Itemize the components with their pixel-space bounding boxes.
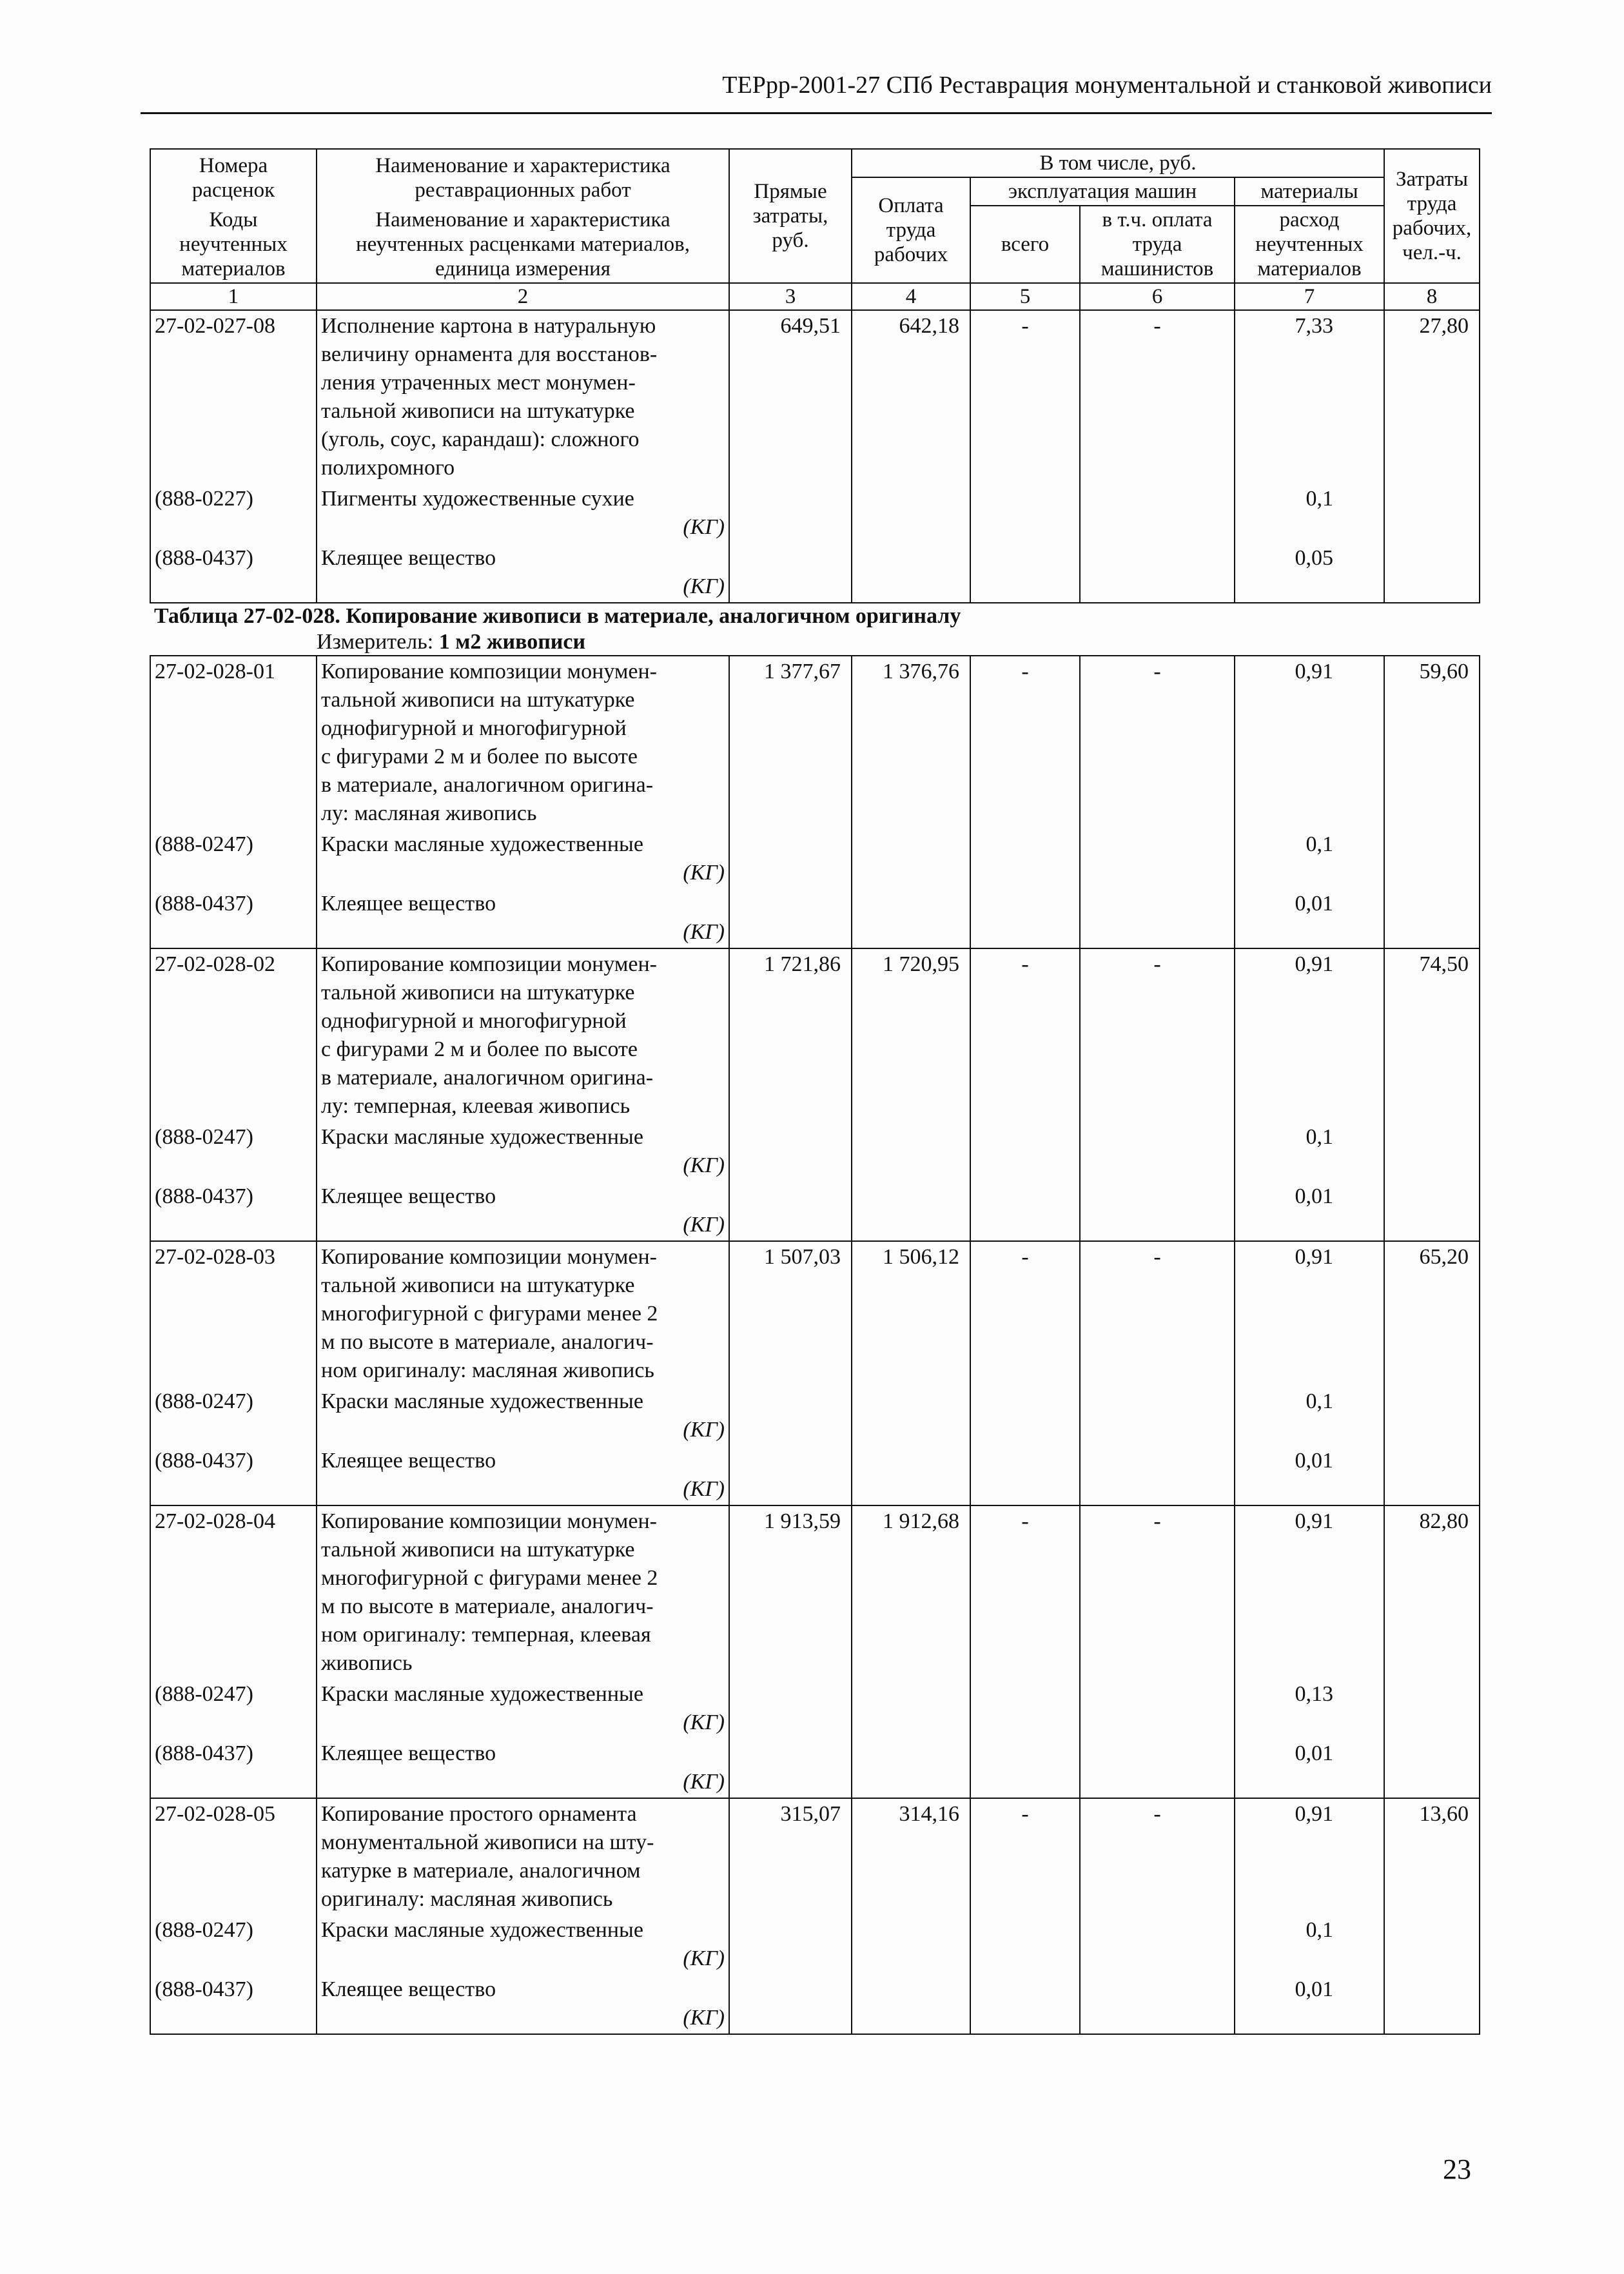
material-name [317,1386,729,1446]
empty-cell [970,543,1080,603]
material-code: (888-0437) [150,1974,317,2034]
material-quantity: 0,1 [1235,1122,1384,1181]
direct-cost: 315,07 [729,1798,852,1915]
rate-description-line: лу: темперная, клеевая живопись [321,1094,631,1118]
material-row [150,1738,1480,1798]
rate-description-line: Копирование композиции монумен- [321,660,658,683]
labor-hours: 82,80 [1384,1505,1480,1679]
material-quantity: 0,1 [1235,484,1384,543]
rate-description-line: с фигурами 2 м и более по высоте [321,745,638,769]
material-code: (888-0247) [150,1915,317,1974]
col4-header-line: труда [886,219,936,242]
empty-cell [970,888,1080,948]
empty-cell [1384,1974,1480,2034]
col-material-name-header [317,206,729,283]
material-quantity: 0,1 [1235,1386,1384,1446]
empty-cell [729,1386,852,1446]
empty-cell [1080,829,1235,888]
labor-pay: 314,16 [852,1798,970,1915]
material-unit: (КГ) [683,1710,725,1734]
empty-cell [852,543,970,603]
rate-description-line: лу: масляная живопись [321,801,537,825]
rates-table [150,148,1480,2035]
empty-cell [852,1915,970,1974]
material-quantity: 0,01 [1235,1738,1384,1798]
col8-header-line: рабочих, [1392,217,1472,240]
col6-header-line: в т.ч. оплата [1102,208,1213,231]
machinist-pay: - [1080,656,1235,829]
material-code: (888-0437) [150,1181,317,1241]
material-quantity: 0,13 [1235,1679,1384,1738]
material-row [150,1679,1480,1738]
rate-description-line: тальной живописи на штукатурке [321,688,635,712]
col-direct-cost-header [729,149,852,283]
empty-cell [729,484,852,543]
empty-cell [970,1122,1080,1181]
labor-pay: 1 720,95 [852,948,970,1122]
col7-header-line: материалов [1257,257,1362,280]
direct-cost: 1 913,59 [729,1505,852,1679]
empty-cell [852,1974,970,2034]
rate-row [150,1798,1480,1915]
col3-header-line: Прямые [754,180,827,203]
col4-header-line: Оплата [878,194,944,217]
col2-subheader-line: единица измерения [435,257,611,280]
material-name [317,1181,729,1241]
material-unit: (КГ) [683,515,725,539]
header-divider [141,112,1492,114]
material-unit: (КГ) [683,1418,725,1442]
rate-description [317,1798,729,1915]
material-unit: (КГ) [683,1213,725,1237]
rate-code: 27-02-028-03 [150,1241,317,1386]
rate-description-line: м по высоте в материале, аналогич- [321,1330,654,1354]
col1-subheader-line: Коды [209,208,258,231]
machinist-pay: - [1080,310,1235,484]
col-rate-number-header [150,149,317,206]
empty-cell [1080,1386,1235,1446]
empty-cell [1384,1181,1480,1241]
material-code: (888-0247) [150,1386,317,1446]
direct-cost: 1 377,67 [729,656,852,829]
empty-cell [1080,484,1235,543]
material-row [150,888,1480,948]
material-row [150,1386,1480,1446]
rate-code: 27-02-028-02 [150,948,317,1122]
material-row [150,1915,1480,1974]
empty-cell [729,1122,852,1181]
empty-cell [729,1181,852,1241]
rate-description-line: катурке в материале, аналогичном [321,1859,641,1883]
col-machines-header [970,177,1235,206]
materials-cost: 7,33 [1235,310,1384,484]
material-name [317,829,729,888]
rate-description-line: с фигурами 2 м и более по высоте [321,1037,638,1061]
rate-description [317,1241,729,1386]
rate-description-line: м по высоте в материале, аналогич- [321,1594,654,1618]
rate-code: 27-02-028-01 [150,656,317,829]
col7-header-line: неучтенных [1255,233,1364,256]
col2-subheader-line: неучтенных расценками материалов, [355,232,690,256]
labor-pay: 1 376,76 [852,656,970,829]
empty-cell [852,1386,970,1446]
rate-description-line: Копирование композиции монумен- [321,1245,658,1269]
empty-cell [970,1679,1080,1738]
material-row [150,1974,1480,2034]
col1-subheader-line: неучтенных [179,232,288,256]
material-name-text: Краски масляные художественные [321,1125,643,1149]
empty-cell [729,1915,852,1974]
rate-code: 27-02-027-08 [150,310,317,484]
material-unit: (КГ) [683,861,725,885]
empty-cell [1384,1122,1480,1181]
machinist-pay: - [1080,948,1235,1122]
material-unit: (КГ) [683,1770,725,1794]
empty-cell [729,543,852,603]
empty-cell [970,829,1080,888]
col8-header-line: Затраты [1395,168,1469,191]
rate-description-line: многофигурной с фигурами менее 2 [321,1302,658,1326]
rate-description-line: живопись [321,1651,413,1675]
labor-pay: 642,18 [852,310,970,484]
rate-code: 27-02-028-05 [150,1798,317,1915]
section-27-02-028 [150,656,1480,2034]
rate-description-line: тальной живописи на штукатурке [321,1273,635,1297]
rate-description-line: тальной живописи на штукатурке [321,399,635,423]
rate-row [150,310,1480,484]
empty-cell [1080,1974,1235,2034]
rate-description-line: в материале, аналогичном оригина- [321,1066,654,1090]
rate-code: 27-02-028-04 [150,1505,317,1679]
material-name-text: Клеящее вещество [321,1449,496,1473]
rate-description [317,656,729,829]
meter-label: Измеритель: [317,630,439,654]
material-quantity: 0,01 [1235,1974,1384,2034]
empty-cell [729,1738,852,1798]
material-unit: (КГ) [683,1946,725,1970]
rate-row [150,1505,1480,1679]
column-number: 5 [970,283,1080,310]
col-work-name-header [317,149,729,206]
col3-header-line: руб. [772,229,809,252]
rate-description-line: ления утраченных мест монумен- [321,371,636,395]
col-machinist-pay-header [1080,206,1235,283]
empty-cell [1080,1122,1235,1181]
rate-description-line: полихромного [321,456,455,480]
empty-cell [852,1122,970,1181]
empty-cell [1384,543,1480,603]
page-header: ТЕРрр-2001-27 СПб Реставрация монументальной и станковой живописи [722,72,1492,99]
empty-cell [970,1974,1080,2034]
machines-total: - [970,310,1080,484]
meter-value: 1 м2 живописи [438,630,586,654]
material-name-text: Клеящее вещество [321,546,496,570]
empty-cell [970,1446,1080,1505]
material-name [317,484,729,543]
empty-cell [970,1386,1080,1446]
material-name-text: Краски масляные художественные [321,1389,643,1413]
col5-header-label: всего [1001,233,1050,256]
material-unit: (КГ) [683,574,725,598]
table-header [150,149,1480,310]
material-name [317,1446,729,1505]
empty-cell [1080,1738,1235,1798]
machinist-pay: - [1080,1505,1235,1679]
direct-cost: 1 507,03 [729,1241,852,1386]
col-machines-total-header [970,206,1080,283]
labor-hours: 74,50 [1384,948,1480,1122]
machines-total: - [970,1505,1080,1679]
empty-cell [852,1446,970,1505]
empty-cell [970,1915,1080,1974]
column-number: 8 [1384,283,1480,310]
material-unit: (КГ) [683,1477,725,1501]
labor-hours: 27,80 [1384,310,1480,484]
material-code: (888-0247) [150,1122,317,1181]
col1-header-line: Номера [199,153,268,177]
column-number: 6 [1080,283,1235,310]
empty-cell [1080,1915,1235,1974]
col-material-usage-header [1235,206,1384,283]
material-name-text: Пигменты художественные сухие [321,487,634,511]
machines-total: - [970,1241,1080,1386]
material-quantity: 0,01 [1235,1181,1384,1241]
machines-total: - [970,948,1080,1122]
group-header-label: В том числе, руб. [1039,152,1197,175]
empty-cell [729,1446,852,1505]
machinist-pay: - [1080,1241,1235,1386]
col6-header-line: машинистов [1101,257,1214,280]
empty-cell [1080,1679,1235,1738]
col8-header-line: труда [1407,192,1457,215]
column-number: 2 [317,283,729,310]
col1-subheader-line: материалов [181,257,286,280]
section-27-02-027 [150,310,1480,603]
col-labor-hours-header [1384,149,1480,283]
material-quantity: 0,01 [1235,888,1384,948]
empty-cell [1080,543,1235,603]
material-name-text: Клеящее вещество [321,1977,496,2001]
labor-hours: 59,60 [1384,656,1480,829]
column-number: 4 [852,283,970,310]
rate-description-line: однофигурной и многофигурной [321,1009,627,1033]
material-code: (888-0437) [150,543,317,603]
col-material-codes-header [150,206,317,283]
material-code: (888-0437) [150,888,317,948]
empty-cell [1384,1738,1480,1798]
table-meter [150,629,1480,655]
material-name-text: Клеящее вещество [321,1741,496,1765]
rate-description-line: ном оригиналу: масляная живопись [321,1358,654,1382]
rate-row [150,656,1480,829]
material-code: (888-0437) [150,1446,317,1505]
material-name [317,1738,729,1798]
machines-total: - [970,656,1080,829]
material-name-text: Краски масляные художественные [321,1682,643,1706]
rate-description [317,1505,729,1679]
rate-description-line: многофигурной с фигурами менее 2 [321,1566,658,1590]
col7-header-line: расход [1279,208,1340,231]
material-name [317,888,729,948]
material-name [317,1122,729,1181]
empty-cell [1384,1679,1480,1738]
empty-cell [852,1181,970,1241]
rate-description-line: тальной живописи на штукатурке [321,1538,635,1562]
empty-cell [729,1679,852,1738]
empty-cell [852,1738,970,1798]
col-labor-pay-header [852,177,970,283]
rate-description-line: Копирование композиции монумен- [321,952,658,976]
material-name-text: Краски масляные художественные [321,832,643,856]
empty-cell [970,484,1080,543]
material-code: (888-0437) [150,1738,317,1798]
empty-cell [729,888,852,948]
rate-description [317,948,729,1122]
column-number: 7 [1235,283,1384,310]
rate-description-line: ном оригиналу: темперная, клеевая [321,1623,651,1647]
col6-header-line: труда [1132,233,1182,256]
empty-cell [1384,484,1480,543]
col-materials-header [1235,177,1384,206]
materials-cost: 0,91 [1235,1505,1384,1679]
col2-header-line: реставрационных работ [415,178,631,202]
material-quantity: 0,1 [1235,1915,1384,1974]
material-unit: (КГ) [683,920,725,944]
material-row [150,543,1480,603]
empty-cell [729,1974,852,2034]
col8-header-line: чел.-ч. [1402,241,1462,264]
labor-hours: 13,60 [1384,1798,1480,1915]
machines-header-label: эксплуатация машин [1008,180,1197,203]
material-code: (888-0227) [150,484,317,543]
empty-cell [729,829,852,888]
materials-cost: 0,91 [1235,1241,1384,1386]
material-code: (888-0247) [150,1679,317,1738]
machines-total: - [970,1798,1080,1915]
empty-cell [1384,1446,1480,1505]
material-name [317,543,729,603]
material-row [150,1446,1480,1505]
material-unit: (КГ) [683,2006,725,2030]
page-number: 23 [1443,2153,1471,2185]
material-quantity: 0,05 [1235,543,1384,603]
material-code: (888-0247) [150,829,317,888]
col2-header-line: Наименование и характеристика [375,153,670,177]
col1-header-line: расценок [191,178,275,202]
labor-pay: 1 912,68 [852,1505,970,1679]
empty-cell [1080,888,1235,948]
material-quantity: 0,01 [1235,1446,1384,1505]
machinist-pay: - [1080,1798,1235,1915]
rate-description-line: тальной живописи на штукатурке [321,981,635,1005]
empty-cell [970,1738,1080,1798]
column-number: 3 [729,283,852,310]
material-row [150,1122,1480,1181]
empty-cell [1080,1181,1235,1241]
col4-header-line: рабочих [874,243,948,266]
direct-cost: 649,51 [729,310,852,484]
material-name [317,1915,729,1974]
empty-cell [970,1181,1080,1241]
rate-row [150,1241,1480,1386]
empty-cell [852,1679,970,1738]
empty-cell [852,888,970,948]
material-row [150,829,1480,888]
table-title: Таблица 27-02-028. Копирование живописи в материале, аналогичном оригиналу [154,604,961,628]
rate-description-line: Копирование простого орнамента [321,1802,637,1826]
material-row [150,1181,1480,1241]
col-group-including-header [852,149,1384,177]
materials-header-label: материалы [1260,180,1358,203]
empty-cell [1080,1446,1235,1505]
materials-cost: 0,91 [1235,948,1384,1122]
rates-table-block [150,148,1479,2035]
material-quantity: 0,1 [1235,829,1384,888]
table-caption-block [150,603,1480,656]
direct-cost: 1 721,86 [729,948,852,1122]
materials-cost: 0,91 [1235,656,1384,829]
material-name-text: Краски масляные художественные [321,1918,643,1942]
col2-subheader-line: Наименование и характеристика [375,208,670,231]
rate-description-line: Копирование композиции монумен- [321,1509,658,1533]
material-row [150,484,1480,543]
rate-description-line: величину орнамента для восстанов- [321,342,658,366]
material-name [317,1974,729,2034]
rate-description-line: однофигурной и многофигурной [321,716,627,740]
material-name-text: Клеящее вещество [321,892,496,916]
material-unit: (КГ) [683,1153,725,1177]
rate-description-line: оригиналу: масляная живопись [321,1887,613,1911]
rate-description-line: (уголь, соус, карандаш): сложного [321,427,640,451]
rate-description-line: в материале, аналогичном оригина- [321,773,654,797]
material-name-text: Клеящее вещество [321,1184,496,1208]
material-name [317,1679,729,1738]
column-number: 1 [150,283,317,310]
labor-hours: 65,20 [1384,1241,1480,1386]
empty-cell [1384,1915,1480,1974]
materials-cost: 0,91 [1235,1798,1384,1915]
empty-cell [852,829,970,888]
labor-pay: 1 506,12 [852,1241,970,1386]
rate-row [150,948,1480,1122]
empty-cell [1384,1386,1480,1446]
empty-cell [1384,829,1480,888]
empty-cell [852,484,970,543]
rate-description [317,310,729,484]
col3-header-line: затраты, [752,204,828,228]
empty-cell [1384,888,1480,948]
rate-description-line: монументальной живописи на шту- [321,1830,654,1854]
rate-description-line: Исполнение картона в натуральную [321,314,656,338]
